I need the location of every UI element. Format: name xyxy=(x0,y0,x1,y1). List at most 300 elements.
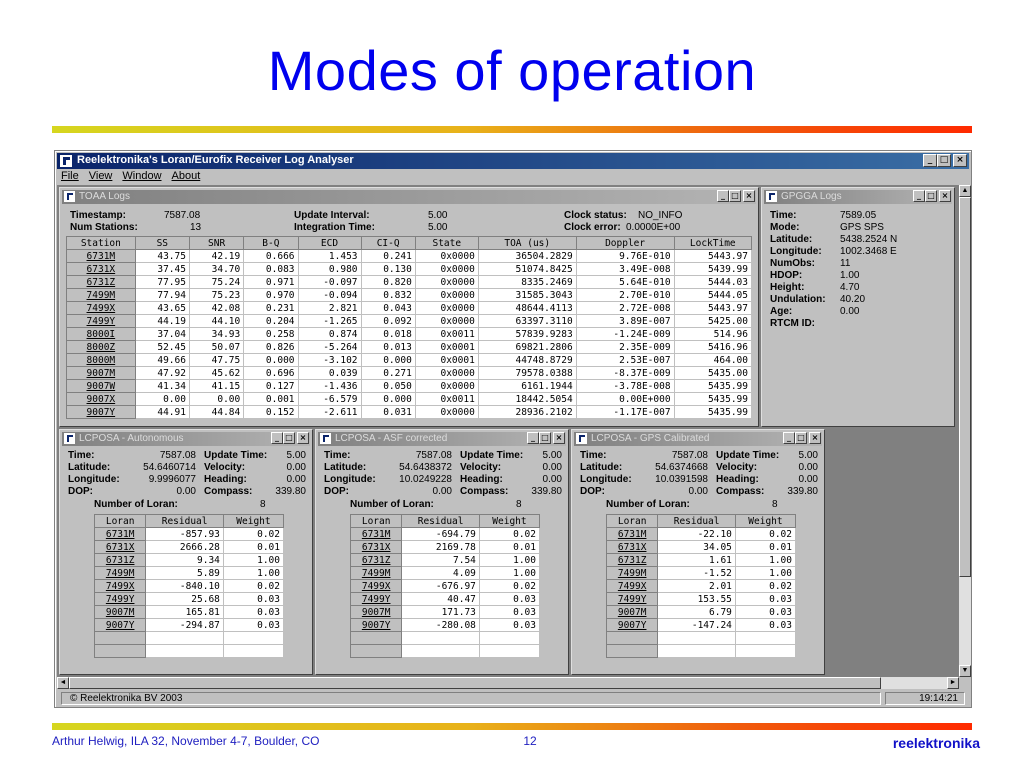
empty-cell xyxy=(95,632,146,645)
loran-cell: 7499Y xyxy=(95,593,146,606)
column-header[interactable]: Doppler xyxy=(576,237,674,250)
table-cell: 5443.97 xyxy=(674,302,751,315)
table-cell: 37.04 xyxy=(135,328,189,341)
close-button[interactable]: × xyxy=(809,432,821,444)
loran-cell: 9007Y xyxy=(351,619,402,632)
loran-cell: 6731X xyxy=(351,541,402,554)
close-button[interactable]: × xyxy=(743,190,755,202)
table-row[interactable] xyxy=(351,554,540,567)
gpgga-field-value: 0.00 xyxy=(840,306,860,317)
table-cell: 69821.2806 xyxy=(478,341,576,354)
loran-cell: 9007Y xyxy=(95,619,146,632)
gpgga-field-label: Time: xyxy=(770,210,797,221)
maximize-button[interactable]: □ xyxy=(925,190,937,202)
loran-cell: 9007M xyxy=(351,606,402,619)
scroll-right-button[interactable]: ► xyxy=(947,677,959,689)
loran-cell: 7499M xyxy=(95,567,146,580)
empty-cell xyxy=(351,632,402,645)
table-cell: 0.013 xyxy=(361,341,415,354)
table-cell: 464.00 xyxy=(674,354,751,367)
loran-cell: 7499Y xyxy=(351,593,402,606)
table-cell: -1.52 xyxy=(658,567,736,580)
close-button[interactable]: × xyxy=(553,432,565,444)
menu-file[interactable]: File xyxy=(61,170,79,182)
gpgga-field-label: HDOP: xyxy=(770,270,803,281)
status-copyright: © Reelektronika BV 2003 xyxy=(61,692,881,705)
toaa-table xyxy=(66,236,752,419)
table-cell: 0.001 xyxy=(244,393,298,406)
column-header[interactable]: Residual xyxy=(658,515,736,528)
table-row[interactable] xyxy=(351,541,540,554)
app-close-button[interactable]: × xyxy=(953,154,967,167)
table-row[interactable] xyxy=(95,593,284,606)
table-cell: 0.092 xyxy=(361,315,415,328)
gpgga-field-label: Height: xyxy=(770,282,805,293)
time-label: Time: xyxy=(324,450,351,461)
close-button[interactable]: × xyxy=(297,432,309,444)
loran-cell: 7499M xyxy=(607,567,658,580)
table-cell: 0.970 xyxy=(244,289,298,302)
velocity-value: 0.00 xyxy=(542,462,562,473)
table-cell: 0.02 xyxy=(735,528,795,541)
table-cell: 2.53E-007 xyxy=(576,354,674,367)
table-cell: 5444.03 xyxy=(674,276,751,289)
compass-label: Compass: xyxy=(716,486,765,497)
gpgga-field-value: 5438.2524 N xyxy=(840,234,898,245)
horizontal-scroll-thumb[interactable] xyxy=(69,677,881,689)
table-cell: 63397.3110 xyxy=(478,315,576,328)
table-cell: 0x0000 xyxy=(415,263,478,276)
menu-view[interactable]: View xyxy=(88,170,113,182)
column-header[interactable]: SNR xyxy=(189,237,243,250)
table-cell: 2169.78 xyxy=(402,541,480,554)
table-cell: 5425.00 xyxy=(674,315,751,328)
station-cell: 6731X xyxy=(67,263,136,276)
table-row[interactable] xyxy=(95,567,284,580)
scroll-left-button[interactable]: ◄ xyxy=(57,677,69,689)
minimize-button[interactable]: _ xyxy=(527,432,539,444)
dop-value: 0.00 xyxy=(688,486,708,497)
heading-value: 0.00 xyxy=(542,474,562,485)
table-row[interactable] xyxy=(607,619,796,632)
table-row[interactable] xyxy=(351,593,540,606)
loran-cell: 7499Y xyxy=(607,593,658,606)
table-cell: 0.083 xyxy=(244,263,298,276)
maximize-button[interactable]: □ xyxy=(795,432,807,444)
scroll-up-button[interactable]: ▲ xyxy=(959,185,971,197)
table-cell: 0.258 xyxy=(244,328,298,341)
table-row[interactable] xyxy=(67,354,752,367)
table-cell: -1.436 xyxy=(298,380,361,393)
table-cell: 0x0000 xyxy=(415,406,478,419)
velocity-value: 0.00 xyxy=(286,462,306,473)
table-cell: 47.75 xyxy=(189,354,243,367)
update_time-value: 5.00 xyxy=(286,450,306,461)
velocity-label: Velocity: xyxy=(716,462,758,473)
latitude-label: Latitude: xyxy=(580,462,623,473)
table-row[interactable] xyxy=(95,580,284,593)
table-row[interactable] xyxy=(607,554,796,567)
column-header[interactable]: Weight xyxy=(479,515,539,528)
table-row[interactable] xyxy=(67,341,752,354)
table-cell: -3.78E-008 xyxy=(576,380,674,393)
latitude-label: Latitude: xyxy=(68,462,111,473)
table-row[interactable] xyxy=(95,528,284,541)
num-loran-label: Number of Loran: xyxy=(94,499,178,510)
table-cell: -5.264 xyxy=(298,341,361,354)
heading-label: Heading: xyxy=(460,474,503,485)
table-cell: 0.03 xyxy=(479,619,539,632)
dop-label: DOP: xyxy=(324,486,349,497)
latitude-value: 54.6438372 xyxy=(399,462,452,473)
table-cell: 49.66 xyxy=(135,354,189,367)
top-divider xyxy=(52,126,972,133)
table-cell: 44.10 xyxy=(189,315,243,328)
column-header[interactable]: Station xyxy=(67,237,136,250)
vertical-scroll-thumb[interactable] xyxy=(959,197,971,577)
table-row[interactable] xyxy=(607,606,796,619)
table-row[interactable] xyxy=(351,606,540,619)
num-loran-label: Number of Loran: xyxy=(350,499,434,510)
table-cell: 0.000 xyxy=(361,354,415,367)
empty-cell xyxy=(146,632,224,645)
station-cell: 9007X xyxy=(67,393,136,406)
gpgga-field-label: Age: xyxy=(770,306,793,317)
clock-status-label: Clock status: xyxy=(564,210,627,221)
table-cell: 171.73 xyxy=(402,606,480,619)
table-cell: 5443.97 xyxy=(674,250,751,263)
loran-cell: 6731M xyxy=(607,528,658,541)
maximize-button[interactable]: □ xyxy=(539,432,551,444)
num-loran-value: 8 xyxy=(260,499,266,510)
empty-cell xyxy=(223,645,283,658)
table-cell: 0.241 xyxy=(361,250,415,263)
table-cell: -280.08 xyxy=(402,619,480,632)
table-cell: 0.000 xyxy=(244,354,298,367)
table-cell: 34.70 xyxy=(189,263,243,276)
table-cell: 44.91 xyxy=(135,406,189,419)
update-interval-label: Update Interval: xyxy=(294,210,370,221)
status-bar xyxy=(57,690,969,706)
compass-label: Compass: xyxy=(204,486,253,497)
toaa-title-bar[interactable] xyxy=(62,190,756,204)
table-cell: 1.00 xyxy=(223,567,283,580)
table-cell: 5435.00 xyxy=(674,367,751,380)
table-cell: 0.666 xyxy=(244,250,298,263)
empty-cell xyxy=(735,632,795,645)
table-cell: 0x0000 xyxy=(415,315,478,328)
window-icon xyxy=(576,433,587,444)
gpgga-field-value: 40.20 xyxy=(840,294,866,305)
table-cell: -8.37E-009 xyxy=(576,367,674,380)
minimize-button[interactable]: _ xyxy=(783,432,795,444)
table-cell: 42.08 xyxy=(189,302,243,315)
time-value: 7587.08 xyxy=(415,450,452,461)
column-header[interactable]: CI-Q xyxy=(361,237,415,250)
table-cell: -3.102 xyxy=(298,354,361,367)
table-cell: 0.00 xyxy=(135,393,189,406)
table-row[interactable] xyxy=(607,528,796,541)
table-row[interactable] xyxy=(607,541,796,554)
table-cell: 44.19 xyxy=(135,315,189,328)
table-cell: 40.47 xyxy=(402,593,480,606)
gpgga-title-bar[interactable] xyxy=(764,190,952,204)
column-header[interactable]: TOA (us) xyxy=(478,237,576,250)
minimize-button[interactable]: _ xyxy=(271,432,283,444)
column-header[interactable]: State xyxy=(415,237,478,250)
table-cell: 2.35E-009 xyxy=(576,341,674,354)
timestamp-label: Timestamp: xyxy=(70,210,126,221)
table-cell: 0.01 xyxy=(223,541,283,554)
compass-value: 339.80 xyxy=(531,486,562,497)
table-row[interactable] xyxy=(67,276,752,289)
table-row[interactable] xyxy=(351,567,540,580)
maximize-button[interactable]: □ xyxy=(283,432,295,444)
clock-status-value: NO_INFO xyxy=(638,210,683,221)
table-cell: 2666.28 xyxy=(146,541,224,554)
table-cell: -840.10 xyxy=(146,580,224,593)
table-cell: 0.204 xyxy=(244,315,298,328)
table-cell: 0.152 xyxy=(244,406,298,419)
heading-value: 0.00 xyxy=(286,474,306,485)
gpgga-field-value: 11 xyxy=(840,258,851,269)
window-icon xyxy=(320,433,331,444)
table-cell: 2.72E-008 xyxy=(576,302,674,315)
table-row[interactable] xyxy=(607,567,796,580)
table-row[interactable] xyxy=(67,393,752,406)
table-cell: 0.02 xyxy=(479,528,539,541)
table-row[interactable] xyxy=(351,528,540,541)
table-row[interactable] xyxy=(351,619,540,632)
num-loran-value: 8 xyxy=(772,499,778,510)
table-cell: 1.00 xyxy=(735,554,795,567)
station-cell: 9007W xyxy=(67,380,136,393)
table-cell: 5435.99 xyxy=(674,393,751,406)
app-minimize-button[interactable]: _ xyxy=(923,154,937,167)
gpgga-field-label: NumObs: xyxy=(770,258,815,269)
table-cell: 1.00 xyxy=(223,554,283,567)
table-cell: 9.76E-010 xyxy=(576,250,674,263)
table-row[interactable] xyxy=(95,606,284,619)
table-cell: 51074.8425 xyxy=(478,263,576,276)
table-row[interactable] xyxy=(607,580,796,593)
lcposa-title-bar[interactable] xyxy=(62,432,310,446)
station-cell: 9007Y xyxy=(67,406,136,419)
table-cell: 5416.96 xyxy=(674,341,751,354)
longitude-value: 10.0391598 xyxy=(655,474,708,485)
empty-cell xyxy=(95,645,146,658)
empty-row xyxy=(607,632,796,645)
timestamp-value: 7587.08 xyxy=(164,210,201,221)
loran-cell: 7499X xyxy=(607,580,658,593)
table-cell: 165.81 xyxy=(146,606,224,619)
table-cell: 5444.05 xyxy=(674,289,751,302)
minimize-button[interactable]: _ xyxy=(913,190,925,202)
column-header[interactable]: Loran xyxy=(95,515,146,528)
table-cell: 0x0011 xyxy=(415,328,478,341)
table-cell: 47.92 xyxy=(135,367,189,380)
column-header[interactable]: B-Q xyxy=(244,237,298,250)
table-row[interactable] xyxy=(67,367,752,380)
table-cell: 0x0001 xyxy=(415,341,478,354)
table-cell: 0x0000 xyxy=(415,250,478,263)
lcposa-title-bar[interactable] xyxy=(318,432,566,446)
table-cell: 1.61 xyxy=(658,554,736,567)
empty-row xyxy=(351,632,540,645)
table-cell: 44.84 xyxy=(189,406,243,419)
table-cell: -1.17E-007 xyxy=(576,406,674,419)
velocity-label: Velocity: xyxy=(460,462,502,473)
table-cell: 0.000 xyxy=(361,393,415,406)
longitude-label: Longitude: xyxy=(580,474,632,485)
scroll-down-button[interactable]: ▼ xyxy=(959,665,971,677)
toaa-title: TOAA Logs xyxy=(79,191,130,202)
app-title-bar[interactable] xyxy=(57,153,969,169)
loran-cell: 9007Y xyxy=(607,619,658,632)
update_time-label: Update Time: xyxy=(204,450,268,461)
table-cell: 5.89 xyxy=(146,567,224,580)
lcposa-window xyxy=(59,429,313,675)
table-cell: 0.874 xyxy=(298,328,361,341)
station-cell: 9007M xyxy=(67,367,136,380)
close-button[interactable]: × xyxy=(939,190,951,202)
empty-row xyxy=(95,645,284,658)
table-cell: 43.75 xyxy=(135,250,189,263)
table-row[interactable] xyxy=(67,289,752,302)
loran-cell: 6731Z xyxy=(351,554,402,567)
loran-cell: 7499X xyxy=(351,580,402,593)
num-loran-value: 8 xyxy=(516,499,522,510)
table-row[interactable] xyxy=(67,250,752,263)
empty-cell xyxy=(479,632,539,645)
table-cell: 0.03 xyxy=(735,593,795,606)
column-header[interactable]: Residual xyxy=(146,515,224,528)
app-window xyxy=(54,150,972,708)
time-label: Time: xyxy=(580,450,607,461)
table-cell: 41.15 xyxy=(189,380,243,393)
column-header[interactable]: LockTime xyxy=(674,237,751,250)
table-cell: 0.130 xyxy=(361,263,415,276)
menu-about[interactable]: About xyxy=(171,170,201,182)
table-cell: 0.231 xyxy=(244,302,298,315)
minimize-button[interactable]: _ xyxy=(717,190,729,202)
table-cell: 1.00 xyxy=(735,567,795,580)
table-row[interactable] xyxy=(607,593,796,606)
table-cell: 0.039 xyxy=(298,367,361,380)
update_time-value: 5.00 xyxy=(542,450,562,461)
table-row[interactable] xyxy=(67,328,752,341)
table-cell: 3.89E-007 xyxy=(576,315,674,328)
empty-row xyxy=(607,645,796,658)
heading-label: Heading: xyxy=(716,474,759,485)
table-cell: 1.00 xyxy=(479,554,539,567)
column-header[interactable]: ECD xyxy=(298,237,361,250)
lcposa-window xyxy=(315,429,569,675)
table-cell: 2.70E-010 xyxy=(576,289,674,302)
table-cell: 43.65 xyxy=(135,302,189,315)
column-header[interactable]: Residual xyxy=(402,515,480,528)
vertical-scrollbar[interactable] xyxy=(959,185,971,677)
table-row[interactable] xyxy=(95,619,284,632)
table-row[interactable] xyxy=(67,406,752,419)
menu-window[interactable]: Window xyxy=(122,170,162,182)
table-row[interactable] xyxy=(95,541,284,554)
loran-table xyxy=(606,514,796,658)
table-cell: 0.031 xyxy=(361,406,415,419)
longitude-value: 9.9996077 xyxy=(148,474,196,485)
maximize-button[interactable]: □ xyxy=(729,190,741,202)
station-cell: 7499M xyxy=(67,289,136,302)
window-icon xyxy=(64,191,75,202)
empty-cell xyxy=(607,632,658,645)
empty-cell xyxy=(479,645,539,658)
table-cell: 0x0000 xyxy=(415,289,478,302)
table-cell: 18442.5054 xyxy=(478,393,576,406)
table-cell: 0.03 xyxy=(223,619,283,632)
num-stations-value: 13 xyxy=(190,222,202,233)
table-row[interactable] xyxy=(67,302,752,315)
velocity-label: Velocity: xyxy=(204,462,246,473)
gpgga-field-label: Undulation: xyxy=(770,294,826,305)
mdi-client-area xyxy=(57,185,959,677)
table-cell: 0.271 xyxy=(361,367,415,380)
lcposa-title: LCPOSA - GPS Calibrated xyxy=(591,433,710,444)
table-row[interactable] xyxy=(95,554,284,567)
update_time-value: 5.00 xyxy=(798,450,818,461)
table-cell: 77.95 xyxy=(135,276,189,289)
table-row[interactable] xyxy=(351,580,540,593)
table-cell: -676.97 xyxy=(402,580,480,593)
table-row[interactable] xyxy=(67,315,752,328)
table-cell: 75.24 xyxy=(189,276,243,289)
table-cell: -22.10 xyxy=(658,528,736,541)
column-header[interactable]: Weight xyxy=(223,515,283,528)
loran-cell: 6731M xyxy=(95,528,146,541)
table-cell: 0.03 xyxy=(735,606,795,619)
column-header[interactable]: SS xyxy=(135,237,189,250)
heading-value: 0.00 xyxy=(798,474,818,485)
table-cell: 6.79 xyxy=(658,606,736,619)
table-cell: -1.265 xyxy=(298,315,361,328)
menu-bar xyxy=(57,170,200,184)
empty-row xyxy=(351,645,540,658)
table-cell: 0.820 xyxy=(361,276,415,289)
gpgga-field-label: Latitude: xyxy=(770,234,813,245)
clock-error-label: Clock error: xyxy=(564,222,621,233)
loran-cell: 6731Z xyxy=(607,554,658,567)
table-cell: 45.62 xyxy=(189,367,243,380)
column-header[interactable]: Loran xyxy=(607,515,658,528)
table-row[interactable] xyxy=(67,263,752,276)
table-cell: 0x0001 xyxy=(415,354,478,367)
horizontal-scrollbar[interactable] xyxy=(57,677,959,689)
app-maximize-button[interactable]: □ xyxy=(937,154,951,167)
column-header[interactable]: Weight xyxy=(735,515,795,528)
dop-value: 0.00 xyxy=(176,486,196,497)
gpgga-field-value: 7589.05 xyxy=(840,210,877,221)
empty-cell xyxy=(351,645,402,658)
station-cell: 7499X xyxy=(67,302,136,315)
table-cell: 0.696 xyxy=(244,367,298,380)
longitude-value: 10.0249228 xyxy=(399,474,452,485)
lcposa-title: LCPOSA - Autonomous xyxy=(79,433,184,444)
table-cell: 0.127 xyxy=(244,380,298,393)
table-row[interactable] xyxy=(67,380,752,393)
gpgga-field-label: RTCM ID: xyxy=(770,318,815,329)
lcposa-title-bar[interactable] xyxy=(574,432,822,446)
column-header[interactable]: Loran xyxy=(351,515,402,528)
compass-value: 339.80 xyxy=(275,486,306,497)
